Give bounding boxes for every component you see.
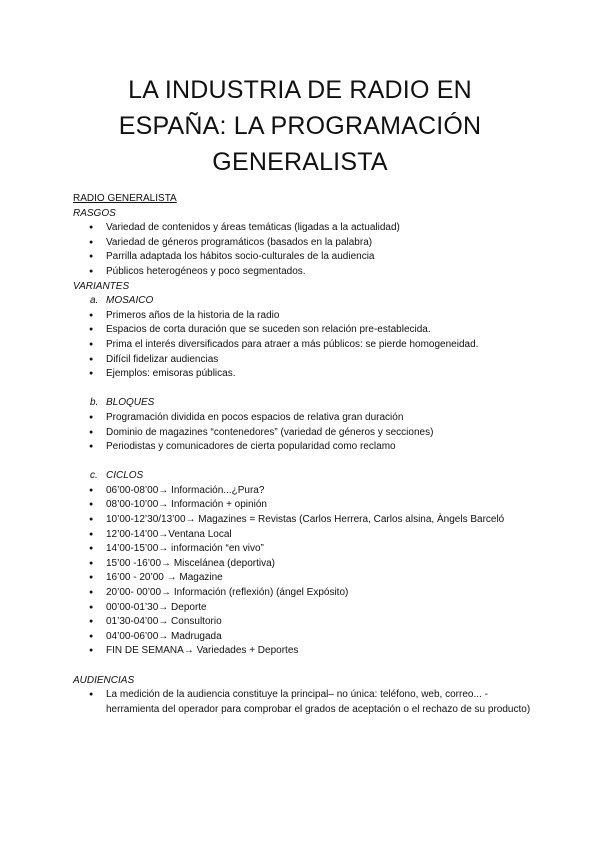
- heading-rasgos: RASGOS: [73, 207, 116, 219]
- list-item: ● 20’00- 00’00→ Información (reflexión) (ángel Expósito): [73, 586, 543, 601]
- list-item: ● Difícil fidelizar audiencias: [73, 353, 543, 368]
- list-item: ● La medición de la audiencia constituye la principal– no única: teléfono, web, correo... - herramienta del operador para comprobar el grados de aceptación o el rechazo de su producto): [73, 688, 543, 717]
- list-item: ● 10’00-12’30/13’00→ Magazines = Revistas (Carlos Herrera, Carlos alsina, Àngels Barceló: [73, 513, 543, 528]
- subheading-label: a.: [90, 295, 99, 307]
- subheading-label: b.: [90, 397, 99, 409]
- title-line: LA INDUSTRIA DE RADIO EN: [128, 76, 472, 104]
- mosaico-list: [73, 309, 543, 382]
- document-title: [60, 72, 540, 180]
- heading-variantes: VARIANTES: [73, 280, 130, 292]
- list-item: ● 14’00-15’00→ información “en vivo”: [73, 542, 543, 557]
- rasgos-list: [73, 221, 543, 279]
- subheading-text: CICLOS: [106, 470, 144, 482]
- audiencias-list: [73, 688, 543, 717]
- title-line: GENERALISTA: [212, 148, 388, 176]
- list-item: ● 08’00-10’00→ Información + opinión: [73, 498, 543, 513]
- list-item: ● Espacios de corta duración que se suceden son relación pre-establecida.: [73, 323, 543, 338]
- list-item: ● 12’00-14’00→Ventana Local: [73, 528, 543, 543]
- list-item: ● Primeros años de la historia de la radio: [73, 309, 543, 324]
- bloques-list: [73, 411, 543, 455]
- list-item: ● FIN DE SEMANA→ Variedades + Deportes: [73, 644, 543, 659]
- list-item: ● Públicos heterogéneos y poco segmentados.: [73, 265, 543, 280]
- list-item: ● Variedad de géneros programáticos (basados en la palabra): [73, 236, 543, 251]
- document-body: [73, 192, 543, 717]
- list-item: ● Ejemplos: emisoras públicas.: [73, 367, 543, 382]
- subheading-text: BLOQUES: [106, 397, 155, 409]
- subheading-text: MOSAICO: [106, 295, 154, 307]
- list-item: ● Periodistas y comunicadores de cierta popularidad como reclamo: [73, 440, 543, 455]
- list-item: ● Dominio de magazines “contenedores” (variedad de géneros y secciones): [73, 426, 543, 441]
- list-item: ● 01’30-04’00→ Consultorio: [73, 615, 543, 630]
- section-heading-radio-generalista: RADIO GENERALISTA: [73, 193, 177, 204]
- list-item: ● Programación dividida en pocos espacios de relativa gran duración: [73, 411, 543, 426]
- subheading-bloques: [73, 396, 543, 411]
- list-item: ● 04’00-06’00→ Madrugada: [73, 630, 543, 645]
- title-line: ESPAÑA: LA PROGRAMACIÓN: [118, 112, 482, 140]
- list-item: ● 06’00-08’00→ Información...¿Pura?: [73, 484, 543, 499]
- list-item: ● Parrilla adaptada los hábitos socio-culturales de la audiencia: [73, 250, 543, 265]
- subheading-mosaico: [73, 294, 543, 309]
- list-item: ● Variedad de contenidos y áreas temáticas (ligadas a la actualidad): [73, 221, 543, 236]
- list-item: ● 16’00 - 20’00 → Magazine: [73, 571, 543, 586]
- subheading-label: c.: [90, 470, 98, 482]
- subheading-ciclos: [73, 469, 543, 484]
- ciclos-list: [73, 484, 543, 659]
- list-item: ● 00’00-01’30→ Deporte: [73, 601, 543, 616]
- list-item: ● 15’00 -16’00→ Miscelánea (deportiva): [73, 557, 543, 572]
- list-item: ● Prima el interés diversificados para atraer a más públicos: se pierde homogeneidad.: [73, 338, 543, 353]
- heading-audiencias: AUDIENCIAS: [73, 674, 135, 686]
